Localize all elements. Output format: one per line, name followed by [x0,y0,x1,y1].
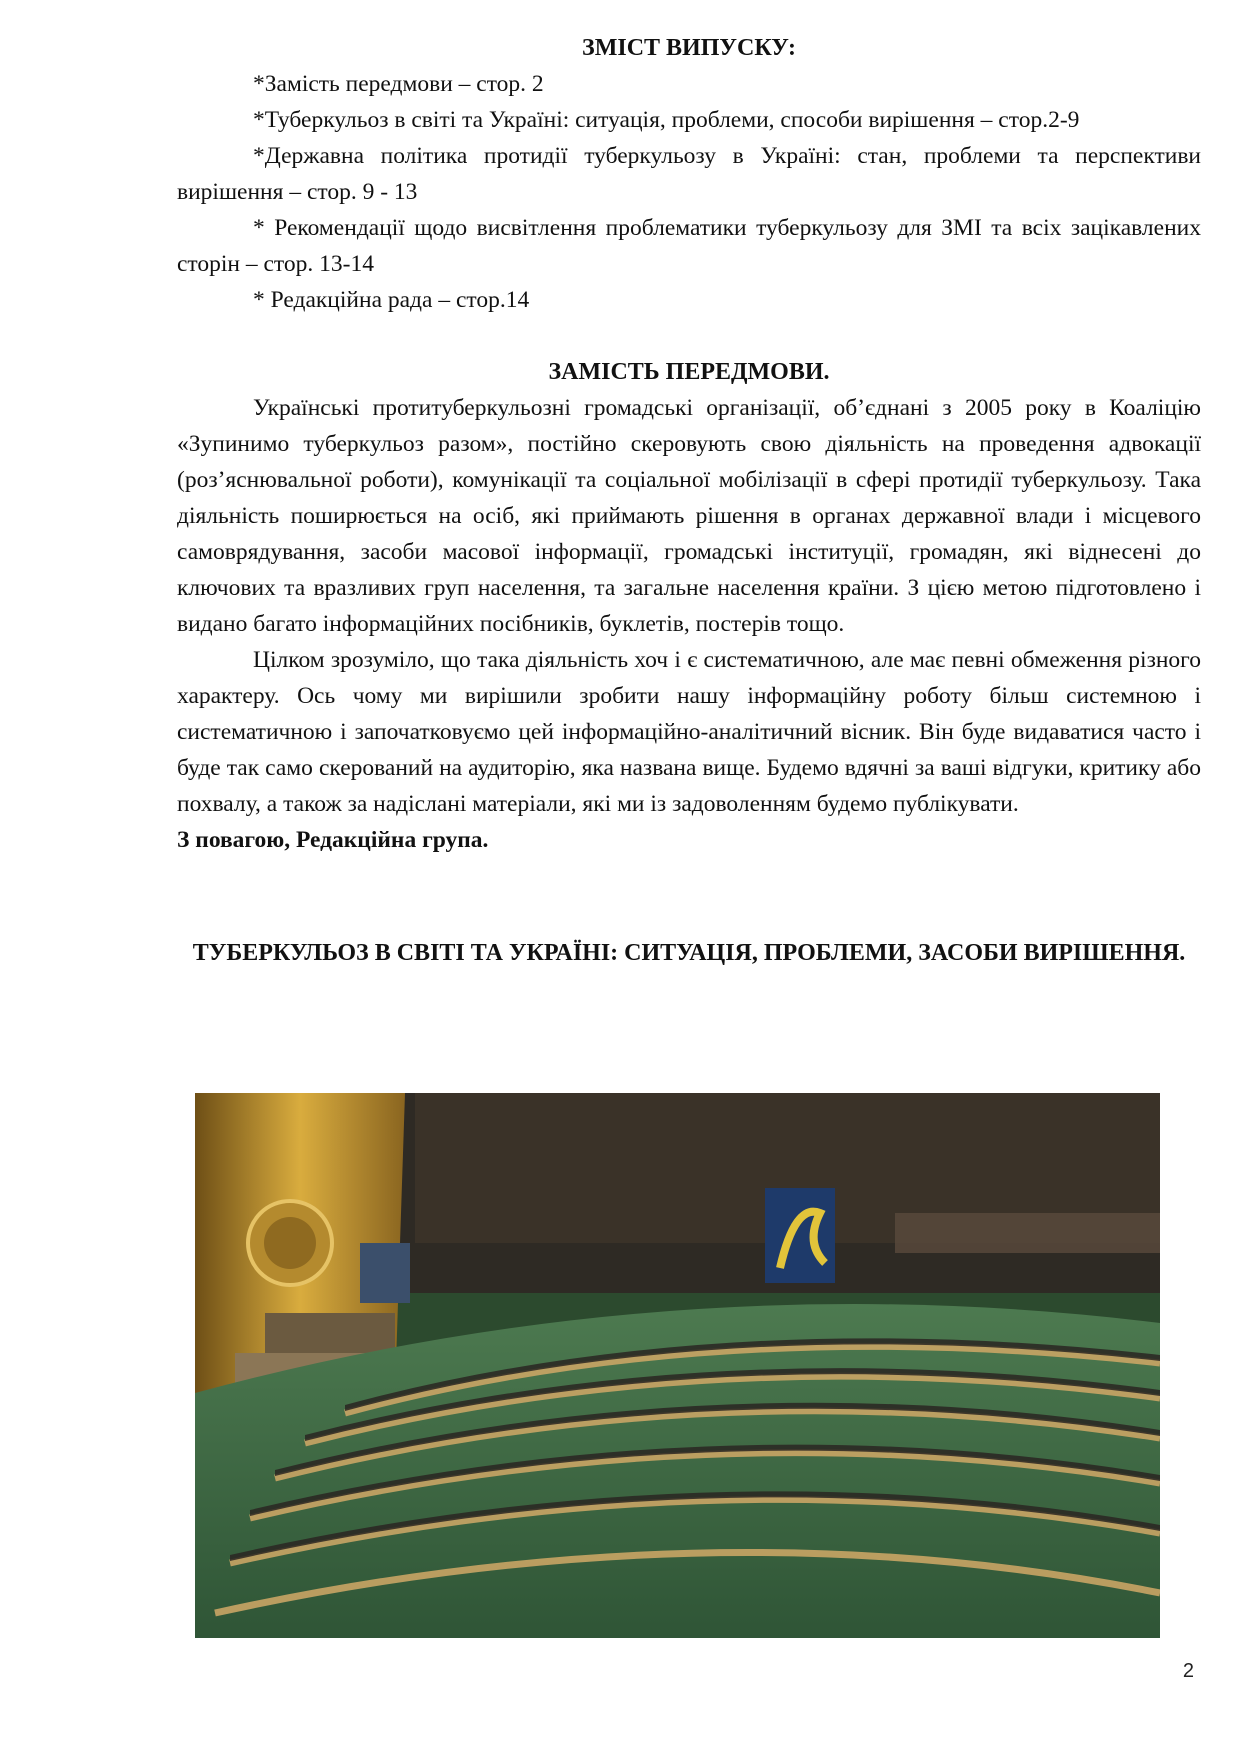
toc-item: * Редакційна рада – стор.14 [253,287,530,313]
toc-item: *Туберкульоз в світі та Україні: ситуація, проблеми, способи вирішення – стор.2-9 [253,107,1080,133]
intro-body [177,390,1201,822]
toc-item: *Державна політика протидії туберкульозу в Україні: стан, проблеми та перспективи вирішення – стор. 9 - 13 [177,143,1201,205]
toc-list [177,66,1201,318]
assembly-hall-photo [195,1093,1160,1638]
document-page [177,30,1201,992]
assembly-hall-illustration [195,1093,1160,1638]
intro-signature: З повагою, Редакційна група. [177,827,489,853]
toc-item: * Рекомендації щодо висвітлення проблематики туберкульозу для ЗМІ та всіх зацікавлених сторін – стор. 13-14 [177,215,1201,277]
intro-title: ЗАМІСТЬ ПЕРЕДМОВИ. [548,359,830,385]
page-number: 2 [1182,1660,1194,1682]
toc-title: ЗМІСТ ВИПУСКУ: [582,35,796,61]
section-title: ТУБЕРКУЛЬОЗ В СВІТІ ТА УКРАЇНІ: СИТУАЦІЯ, ПРОБЛЕМИ, ЗАСОБИ ВИРІШЕННЯ. [192,940,1186,966]
intro-paragraph: Цілком зрозуміло, що така діяльність хоч і є систематичною, але має певні обмеження різного характеру. Ось чому ми вирішили зробити нашу інформаційну роботу більш системною і систематичною і започатковуємо цей інформаційно-аналітичний вісник. Він буде видаватися часто і буде так само скерований на аудиторію, яка названа вище. Будемо вдячні за ваші відгуки, критику або похвалу, а також за надіслані матеріали, які ми із задоволенням будемо публікувати. [177,647,1201,817]
toc-item: *Замість передмови – стор. 2 [253,71,544,97]
intro-paragraph: Українські протитуберкульозні громадські організації, об’єднані з 2005 року в Коаліцію «Зупинимо туберкульоз разом», постійно скеровують свою діяльність на проведення адвокації (роз’яснювальної роботи), комунікації та соціальної мобілізації в сфері протидії туберкульозу. Така діяльність поширюється на осіб, які приймають рішення в органах державної влади і місцевого самоврядування, засоби масової інформації, громадські інституції, громадян, які віднесені до ключових та вразливих груп населення, та загальне населення країни. З цією метою підготовлено і видано багато інформаційних посібників, буклетів, постерів тощо. [177,395,1201,637]
